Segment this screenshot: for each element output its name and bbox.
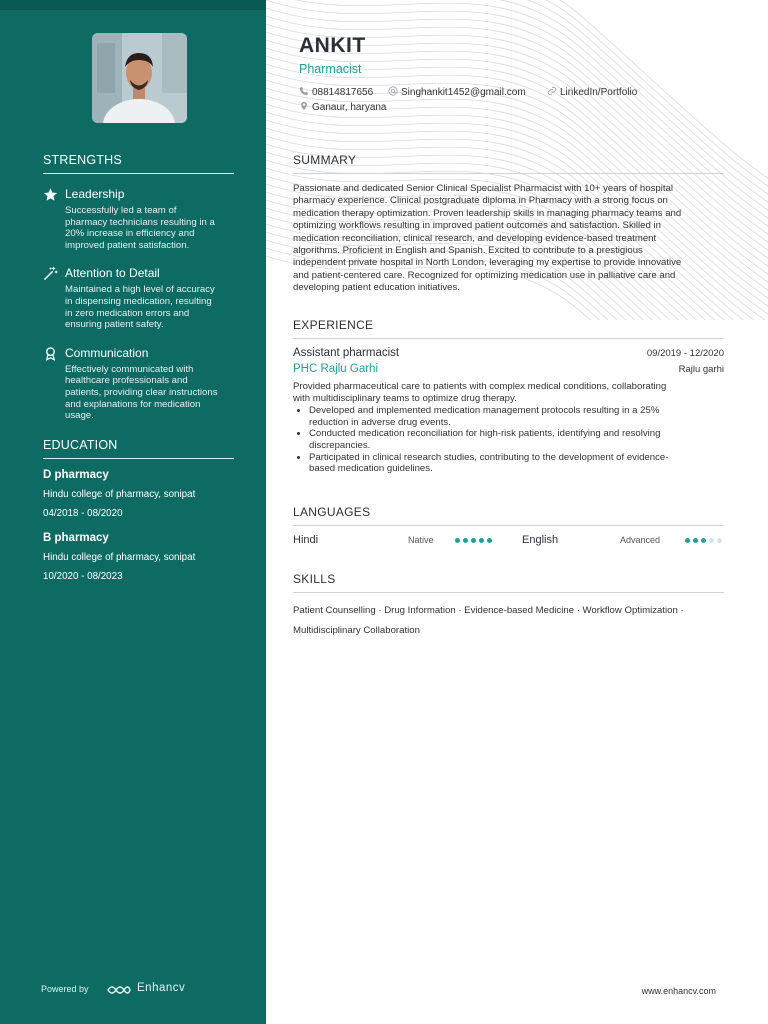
language-name: Hindi — [293, 534, 319, 546]
experience-company: PHC Rajlu Garhi — [293, 363, 378, 375]
skills-line: Patient Counselling · Drug Information · Evidence-based Medicine · Workflow Optimization · — [293, 605, 684, 616]
star-icon — [43, 187, 59, 203]
candidate-title: Pharmacist — [299, 62, 362, 76]
language-level: Advanced — [620, 535, 661, 545]
education-item — [43, 469, 234, 519]
bullet-line: based medication guidelines. — [309, 463, 433, 475]
experience-heading: EXPERIENCE — [293, 318, 724, 339]
rating-dot — [701, 538, 706, 543]
experience-role-row — [293, 347, 724, 359]
language-name: English — [522, 534, 559, 546]
strengths-section — [43, 153, 234, 422]
skills-heading: SKILLS — [293, 572, 724, 593]
desc-line: and explanations for medication — [65, 398, 201, 410]
education-school: Hindu college of pharmacy, sonipat — [43, 489, 196, 500]
summary-line: medication therapy optimization. Proven leadership skills in managing pharmacy teams and — [293, 207, 682, 219]
desc-line: in zero medication errors and — [65, 307, 190, 319]
description-line: Provided pharmaceutical care to patients with complex medical conditions, collaborating — [293, 381, 667, 392]
rating-dot — [455, 538, 460, 543]
skills-line: Multidisciplinary Collaboration — [293, 625, 420, 636]
footer-url[interactable]: www.enhancv.com — [641, 986, 716, 996]
bullet-item — [309, 452, 724, 475]
desc-line: patients, providing clear instructions — [65, 386, 218, 398]
desc-line: Effectively communicated with — [65, 363, 194, 375]
strengths-heading: STRENGTHS — [43, 153, 234, 174]
sidebar — [0, 0, 266, 1024]
bullet-line: • Participated in clinical research studies, contributing to the development of evidence- — [309, 451, 669, 463]
summary-line: optimizing workflows resulting in improved patient outcomes and satisfaction. Skilled in — [293, 220, 661, 232]
strength-title: Leadership — [65, 187, 125, 201]
experience-description — [293, 381, 724, 404]
rating-dot — [717, 538, 722, 543]
language-rating — [455, 534, 492, 543]
summary-line: algorithms. Proficient in English and Spanish. Excited to contribute to a prestigious — [293, 245, 643, 257]
sidebar-top-bar — [0, 0, 266, 10]
summary-text — [293, 183, 724, 295]
education-heading: EDUCATION — [43, 438, 234, 459]
desc-line: ensuring patient safety. — [65, 319, 164, 331]
bullet-line: • Conducted medication reconciliation for high-risk patients, identifying and resolving — [309, 428, 661, 440]
strength-title: Attention to Detail — [65, 266, 160, 281]
rating-dot — [709, 538, 714, 543]
summary-line: Passionate and dedicated Senior Clinical Specialist Pharmacist with 10+ years of hospital — [293, 183, 673, 194]
summary-heading: SUMMARY — [293, 153, 724, 174]
rating-dot — [463, 538, 468, 543]
rating-dot — [471, 538, 476, 543]
at-icon — [388, 86, 398, 96]
strength-item — [43, 345, 234, 422]
strength-description — [65, 364, 234, 422]
magic-wand-icon — [43, 266, 59, 282]
languages-heading: LANGUAGES — [293, 505, 724, 526]
contact-email[interactable] — [388, 86, 526, 98]
summary-line: developing patient education initiatives. — [293, 282, 460, 294]
education-degree: B pharmacy — [43, 532, 109, 544]
education-degree: D pharmacy — [43, 469, 109, 481]
summary-line: pharmacy experience. Clinical postgraduate diploma in Pharmacy with a strong focus on — [293, 195, 668, 207]
education-item — [43, 532, 234, 582]
powered-by-label: Powered by — [41, 984, 89, 994]
strength-description — [65, 205, 234, 251]
rating-dot — [479, 538, 484, 543]
phone-text: 08814817656 — [312, 87, 374, 98]
link-icon — [547, 86, 557, 96]
experience-role: Assistant pharmacist — [293, 347, 400, 359]
desc-line: in dispensing medication, resulting — [65, 295, 212, 307]
skills-section — [293, 572, 724, 641]
experience-location: Rajlu garhi — [678, 364, 724, 375]
bullet-item — [309, 428, 724, 451]
contact-location — [299, 101, 387, 113]
education-dates: 04/2018 - 08/2020 — [43, 508, 123, 519]
language-rating — [685, 534, 722, 543]
description-line: with multidisciplinary teams to optimize drug therapy. — [293, 392, 517, 404]
bullet-line: • Developed and implemented medication management protocols resulting in a 25% — [309, 405, 660, 417]
language-level: Native — [408, 535, 434, 545]
desc-line: healthcare professionals and — [65, 375, 188, 387]
strength-item — [43, 265, 234, 330]
strength-title: Communication — [65, 345, 149, 360]
education-dates: 10/2020 - 08/2023 — [43, 571, 123, 582]
enhancv-logo-icon — [106, 983, 132, 997]
strength-description — [65, 284, 234, 330]
rating-dot — [685, 538, 690, 543]
desc-line: pharmacy technicians resulting in a — [65, 216, 215, 228]
bullet-line: discrepancies. — [309, 439, 371, 451]
desc-line: 20% increase in efficiency and — [65, 228, 195, 240]
rating-dot — [693, 538, 698, 543]
bullet-item — [309, 405, 724, 428]
location-text: Ganaur, haryana — [312, 102, 387, 113]
experience-section — [293, 318, 724, 475]
contact-linkedin[interactable] — [547, 86, 637, 98]
desc-line: Successfully led a team of — [65, 205, 177, 216]
desc-line: improved patient satisfaction. — [65, 239, 190, 251]
summary-line: and patient-centered care. Recognized for optimizing medication use in palliative care and — [293, 269, 676, 281]
main-content — [266, 0, 768, 1024]
enhancv-brand: Enhancv — [137, 982, 186, 994]
education-section — [43, 438, 234, 582]
award-icon — [43, 346, 59, 362]
candidate-name: ANKIT — [299, 34, 366, 57]
summary-line: independent private hospital in North London, leveraging my expertise to provide innovative — [293, 257, 682, 269]
desc-line: Maintained a high level of accuracy — [65, 284, 215, 296]
language-row — [293, 534, 724, 554]
education-school: Hindu college of pharmacy, sonipat — [43, 552, 196, 563]
phone-icon — [299, 86, 309, 96]
location-pin-icon — [299, 101, 309, 111]
experience-bullets — [293, 405, 724, 475]
summary-section — [293, 153, 724, 295]
languages-section — [293, 505, 724, 554]
experience-dates: 09/2019 - 12/2020 — [646, 348, 724, 359]
rating-dot — [487, 538, 492, 543]
skills-list — [293, 601, 724, 641]
profile-photo — [92, 33, 187, 123]
email-text[interactable]: Singhankit1452@gmail.com — [401, 87, 526, 98]
experience-company-row — [293, 363, 724, 375]
strength-item — [43, 186, 234, 251]
desc-line: usage. — [65, 410, 94, 422]
linkedin-text[interactable]: LinkedIn/Portfolio — [560, 87, 638, 98]
summary-line: medication reconciliation, clinical research, and developing evidence-based treatment — [293, 232, 657, 244]
bullet-line: reduction in adverse drug events. — [309, 416, 451, 428]
contact-phone — [299, 86, 373, 98]
